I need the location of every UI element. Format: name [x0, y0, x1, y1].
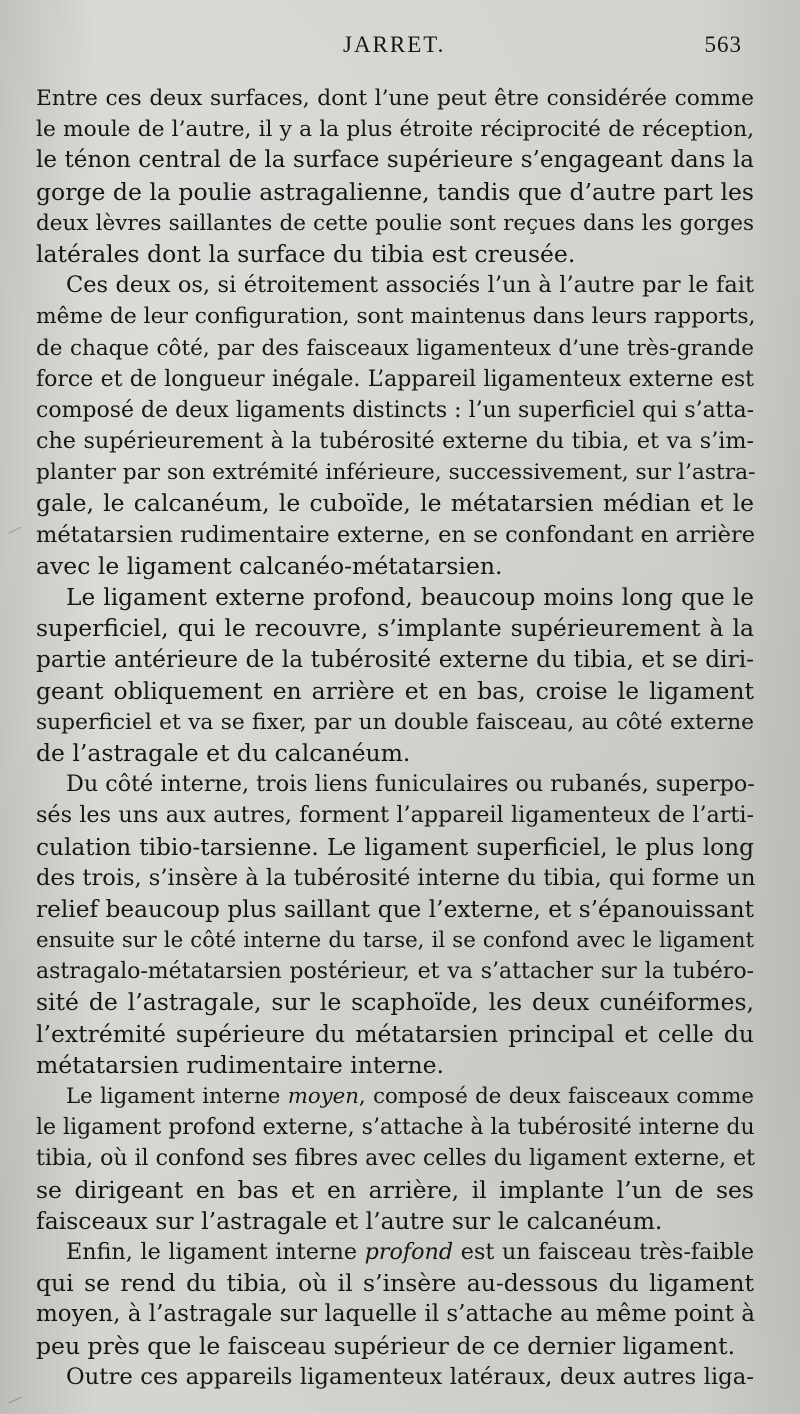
text-segment: Enfin, le ligament interne — [66, 1238, 365, 1265]
text-segment: relief beaucoup plus saillant que l’externe, et s’épanouissant — [36, 895, 754, 923]
text-segment: qui se rend du tibia, où il s’insère au-dessous du ligament — [36, 1269, 754, 1298]
text-line — [36, 1362, 754, 1393]
text-segment: Du côté interne, trois liens funiculaires ou rubanés, superpo- — [66, 771, 755, 798]
text-segment: partie antérieure de la tubérosité externe du tibia, et se diri- — [36, 646, 754, 674]
text-line — [36, 1019, 754, 1050]
text-line — [36, 457, 754, 488]
text-line — [36, 987, 754, 1018]
text-segment: moyen, à l’astragale sur laquelle il s’attache au même point à — [36, 1301, 755, 1328]
running-head — [0, 28, 800, 64]
pencil-mark — [4, 518, 21, 534]
text-segment: sés les uns aux autres, forment l’appareil ligamenteux de l’arti- — [36, 802, 754, 829]
text-segment: culation tibio-tarsienne. Le ligament superficiel, le plus long — [36, 833, 754, 861]
text-line — [36, 270, 754, 301]
text-line — [36, 582, 754, 613]
text-segment: le ténon central de la surface supérieure s’engageant dans la — [36, 147, 754, 174]
running-title: JARRET. — [343, 32, 446, 57]
text-line — [36, 333, 754, 364]
text-line — [36, 769, 754, 800]
text-segment: sité de l’astragale, sur le scaphoïde, les deux cunéiformes, — [36, 988, 754, 1017]
text-line — [36, 551, 754, 582]
text-line — [36, 863, 754, 894]
text-segment: superficiel et va se fixer, par un double faisceau, au côté externe — [36, 709, 754, 735]
text-line — [36, 1268, 754, 1299]
text-segment: , composé de deux faisceaux comme — [358, 1084, 754, 1109]
body-text — [36, 83, 754, 1393]
text-line — [36, 426, 754, 457]
text-line — [36, 114, 754, 145]
text-segment: planter par son extrémité inférieure, successivement, sur l’astra- — [36, 460, 756, 486]
text-segment: geant obliquement en arrière et en bas, croise le ligament — [36, 676, 754, 705]
text-line — [36, 894, 754, 925]
text-segment: le ligament profond externe, s’attache à la tubérosité interne du — [36, 1115, 755, 1141]
italic-term: profond — [364, 1238, 454, 1265]
text-segment: faisceaux sur l’astragale et l’autre sur le calcanéum. — [36, 1206, 663, 1235]
text-segment: Le ligament externe profond, beaucoup moins long que le — [66, 584, 754, 611]
italic-term: moyen — [287, 1084, 359, 1109]
text-line — [36, 488, 754, 519]
text-line — [36, 239, 754, 270]
text-segment: deux lèvres saillantes de cette poulie sont reçues dans les gorges — [36, 210, 754, 236]
text-line — [36, 1237, 754, 1268]
text-segment: che supérieurement à la tubérosité externe du tibia, et va s’im- — [36, 428, 754, 455]
text-line — [36, 832, 754, 863]
text-line — [36, 956, 754, 987]
text-line — [36, 145, 754, 176]
pencil-mark — [4, 1388, 21, 1404]
text-line — [36, 644, 754, 675]
text-segment: superficiel, qui le recouvre, s’implante supérieurement à la — [36, 614, 754, 643]
text-line — [36, 520, 754, 551]
text-segment: latérales dont la surface du tibia est creusée. — [36, 239, 576, 268]
page-number: 563 — [704, 32, 742, 57]
text-segment: force et de longueur inégale. L’appareil ligamenteux externe est — [36, 366, 754, 392]
text-line — [36, 1175, 754, 1206]
text-segment: ensuite sur le côté interne du tarse, il se confond avec le ligament — [36, 928, 754, 954]
text-segment: gale, le calcanéum, le cuboïde, le métatarsien médian et le — [36, 489, 754, 518]
text-segment: métatarsien rudimentaire externe, en se confondant en arrière — [36, 521, 756, 548]
text-segment: astragalo-métatarsien postérieur, et va s’attacher sur la tubéro- — [36, 959, 754, 985]
text-line — [36, 395, 754, 426]
text-line — [36, 301, 754, 332]
text-line — [36, 1299, 754, 1330]
text-segment: de chaque côté, par des faisceaux ligamenteux d’une très-grande — [36, 335, 754, 361]
text-line — [36, 177, 754, 208]
text-segment: Le ligament interne — [66, 1084, 288, 1109]
text-line — [36, 738, 754, 769]
text-line — [36, 1331, 754, 1362]
text-segment: composé de deux ligaments distincts : l’un superficiel qui s’atta- — [36, 397, 755, 423]
text-segment: gorge de la poulie astragalienne, tandis que d’autre part les — [36, 177, 754, 206]
text-segment: se dirigeant en bas et en arrière, il implante l’un de ses — [36, 1175, 754, 1204]
text-segment: même de leur configuration, sont maintenus dans leurs rapports, — [36, 304, 756, 330]
text-segment: de l’astragale et du calcanéum. — [36, 738, 411, 767]
text-line — [36, 1206, 754, 1237]
text-segment: Ces deux os, si étroitement associés l’un à l’autre par le fait — [66, 272, 754, 299]
text-line — [36, 1112, 754, 1143]
text-segment: peu près que le faisceau supérieur de ce dernier ligament. — [36, 1331, 736, 1360]
text-segment: avec le ligament calcanéo-métatarsien. — [36, 551, 503, 580]
text-line — [36, 1081, 754, 1112]
text-line — [36, 1143, 754, 1174]
text-line — [36, 208, 754, 239]
text-segment: des trois, s’insère à la tubérosité interne du tibia, qui forme un — [36, 864, 756, 891]
text-line — [36, 1050, 754, 1081]
text-segment: tibia, où il confond ses fibres avec celles du ligament externe, et — [36, 1146, 755, 1172]
text-line — [36, 83, 754, 114]
text-segment: l’extrémité supérieure du métatarsien principal et celle du — [36, 1019, 754, 1048]
text-line — [36, 364, 754, 395]
text-segment: le moule de l’autre, il y a la plus étroite réciprocité de réception, — [36, 117, 754, 143]
text-line — [36, 800, 754, 831]
text-segment: métatarsien rudimentaire interne. — [36, 1050, 445, 1079]
text-line — [36, 925, 754, 956]
text-line — [36, 613, 754, 644]
text-segment: Entre ces deux surfaces, dont l’une peut être considérée comme — [36, 86, 754, 111]
text-segment: Outre ces appareils ligamenteux latéraux, deux autres liga- — [66, 1363, 754, 1390]
text-line — [36, 676, 754, 707]
text-line — [36, 707, 754, 738]
text-segment: est un faisceau très-faible — [453, 1238, 754, 1265]
